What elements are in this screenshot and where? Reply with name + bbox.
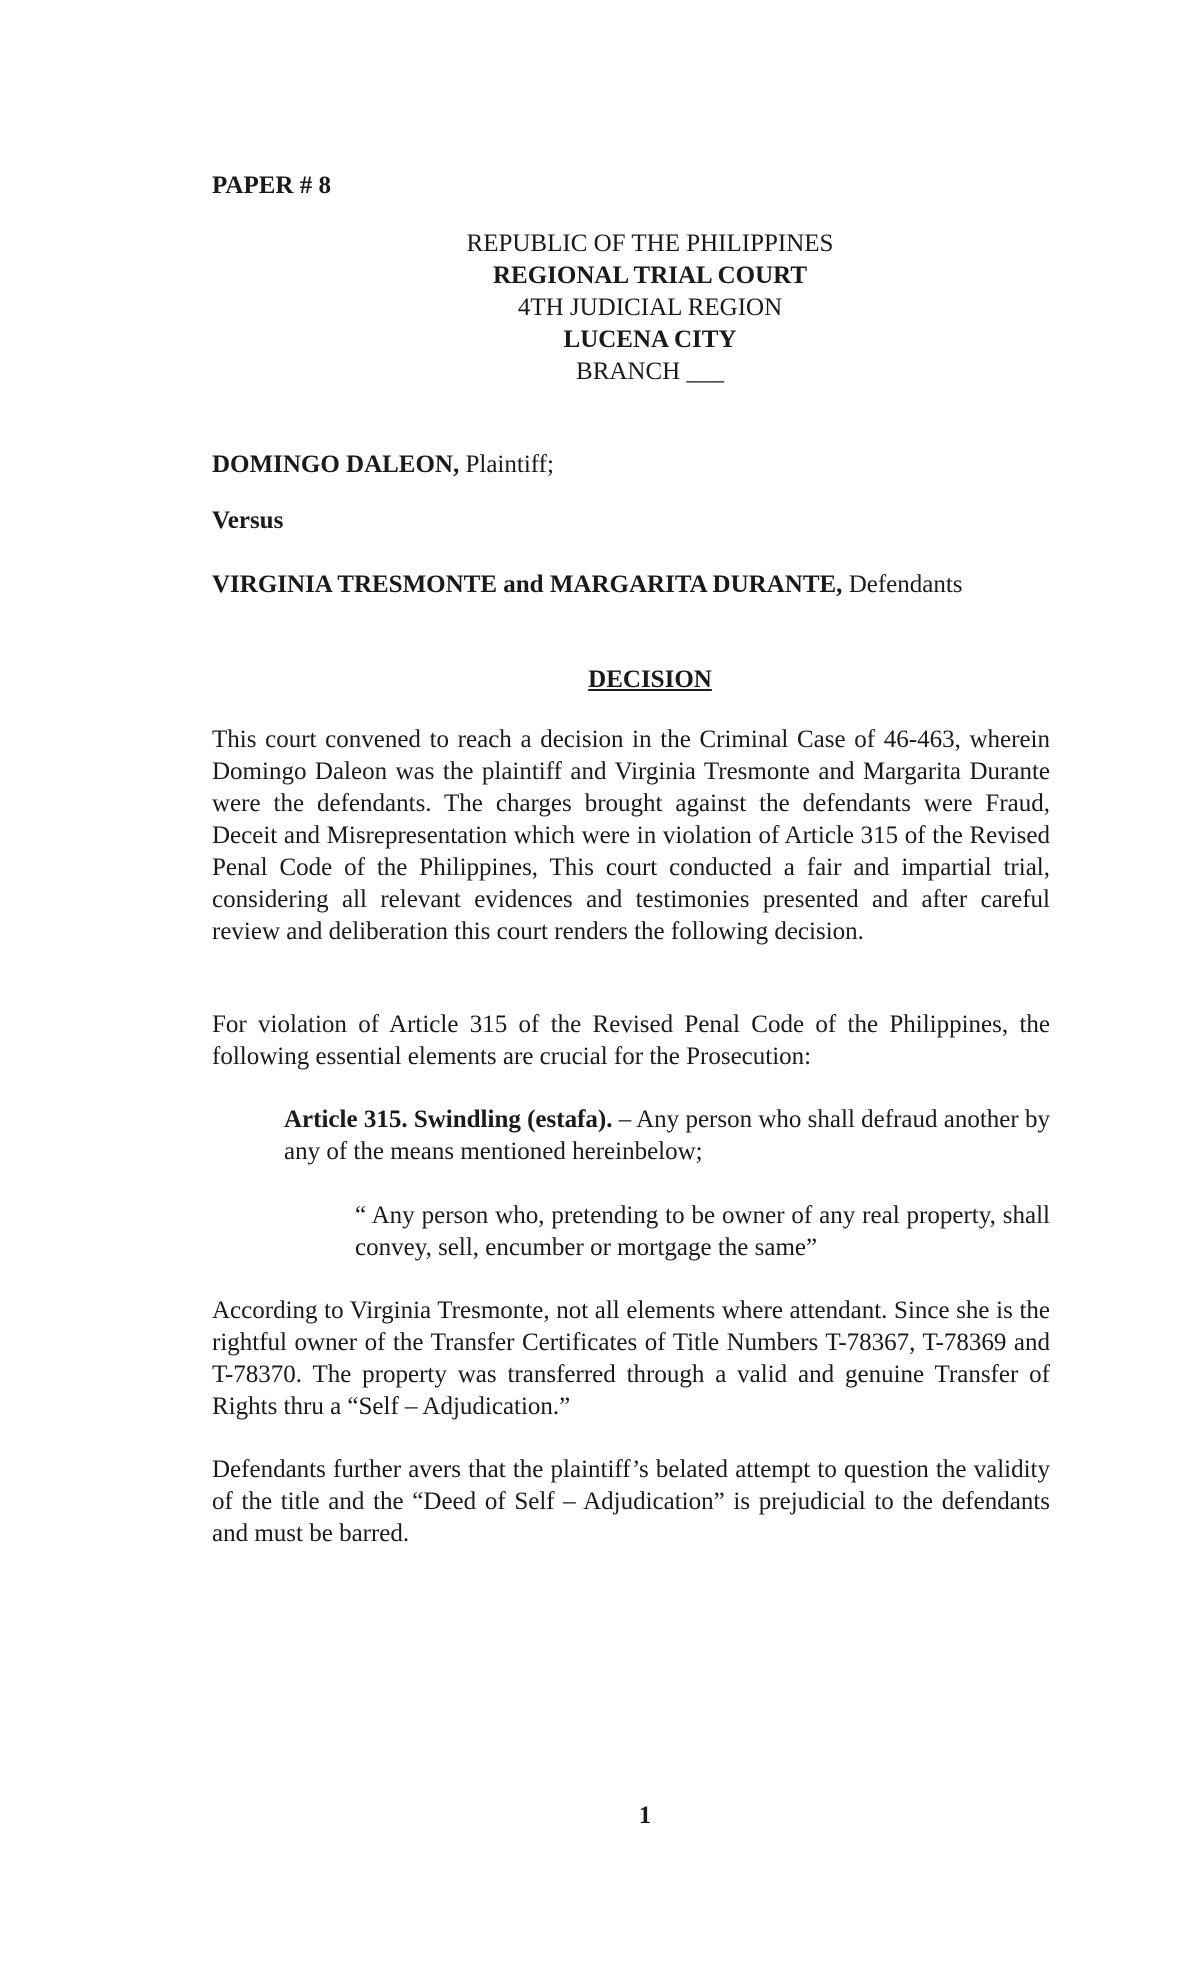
article-quote: “ Any person who, pretending to be owner of any real property, shall convey, sell, encumber or mortgage the same” bbox=[355, 1202, 1050, 1261]
article-paragraph bbox=[284, 1104, 1050, 1168]
page-number-text: 1 bbox=[638, 1802, 652, 1829]
decision-title-text: DECISION bbox=[588, 666, 712, 693]
defendants-names: VIRGINIA TRESMONTE and MARGARITA DURANTE, bbox=[212, 571, 843, 598]
tresmonte-paragraph: According to Virginia Tresmonte, not all elements where attendant. Since she is the rightful owner of the Transfer Certificates of Title Numbers T-78367, T-78369 and T-78370. The property was transferred through a valid and genuine Transfer of Rights thru a “Self – Adjudication.” bbox=[212, 1297, 1050, 1420]
judicial-region: 4TH JUDICIAL REGION bbox=[517, 294, 783, 321]
defendants-aver-paragraph: Defendants further avers that the plaintiff’s belated attempt to question the validity of the title and the “Deed of Self – Adjudication” is prejudicial to the defendants and must be barred. bbox=[212, 1456, 1050, 1547]
court-header bbox=[0, 228, 1200, 388]
paper-label: PAPER # 8 bbox=[212, 172, 331, 199]
caption-defendants bbox=[212, 571, 1050, 599]
elements-paragraph: For violation of Article 315 of the Revised Penal Code of the Philippines, the following essential elements are crucial for the Prosecution: bbox=[212, 1011, 1050, 1070]
court-name: REGIONAL TRIAL COURT bbox=[492, 262, 807, 289]
intro-paragraph: This court convened to reach a decision in the Criminal Case of 46-463, wherein Domingo Daleon was the plaintiff and Virginia Tresmonte and Margarita Durante were the defendants. The charges brought against the defendants were Fraud, Deceit and Misrepresentation which were in violation of Article 315 of the Revised Penal Code of the Philippines, This court conducted a fair and impartial trial, considering all relevant evidences and testimonies presented and after careful review and deliberation this court renders the following decision. bbox=[212, 726, 1050, 945]
defendants-role: Defendants bbox=[848, 571, 963, 598]
caption-versus: Versus bbox=[212, 507, 284, 534]
plaintiff-role: Plaintiff; bbox=[465, 451, 554, 478]
article-text: – Any person who shall defraud another by any of the means mentioned hereinbelow; bbox=[284, 1106, 1050, 1165]
court-city: LUCENA CITY bbox=[563, 326, 737, 353]
court-branch: BRANCH ___ bbox=[576, 358, 724, 385]
plaintiff-name: DOMINGO DALEON, bbox=[212, 451, 460, 478]
caption-plaintiff bbox=[212, 451, 1050, 479]
page-number bbox=[0, 1802, 1200, 1830]
decision-title bbox=[0, 666, 1200, 694]
article-heading: Article 315. Swindling (estafa). bbox=[284, 1106, 613, 1133]
republic-line: REPUBLIC OF THE PHILIPPINES bbox=[466, 230, 834, 257]
